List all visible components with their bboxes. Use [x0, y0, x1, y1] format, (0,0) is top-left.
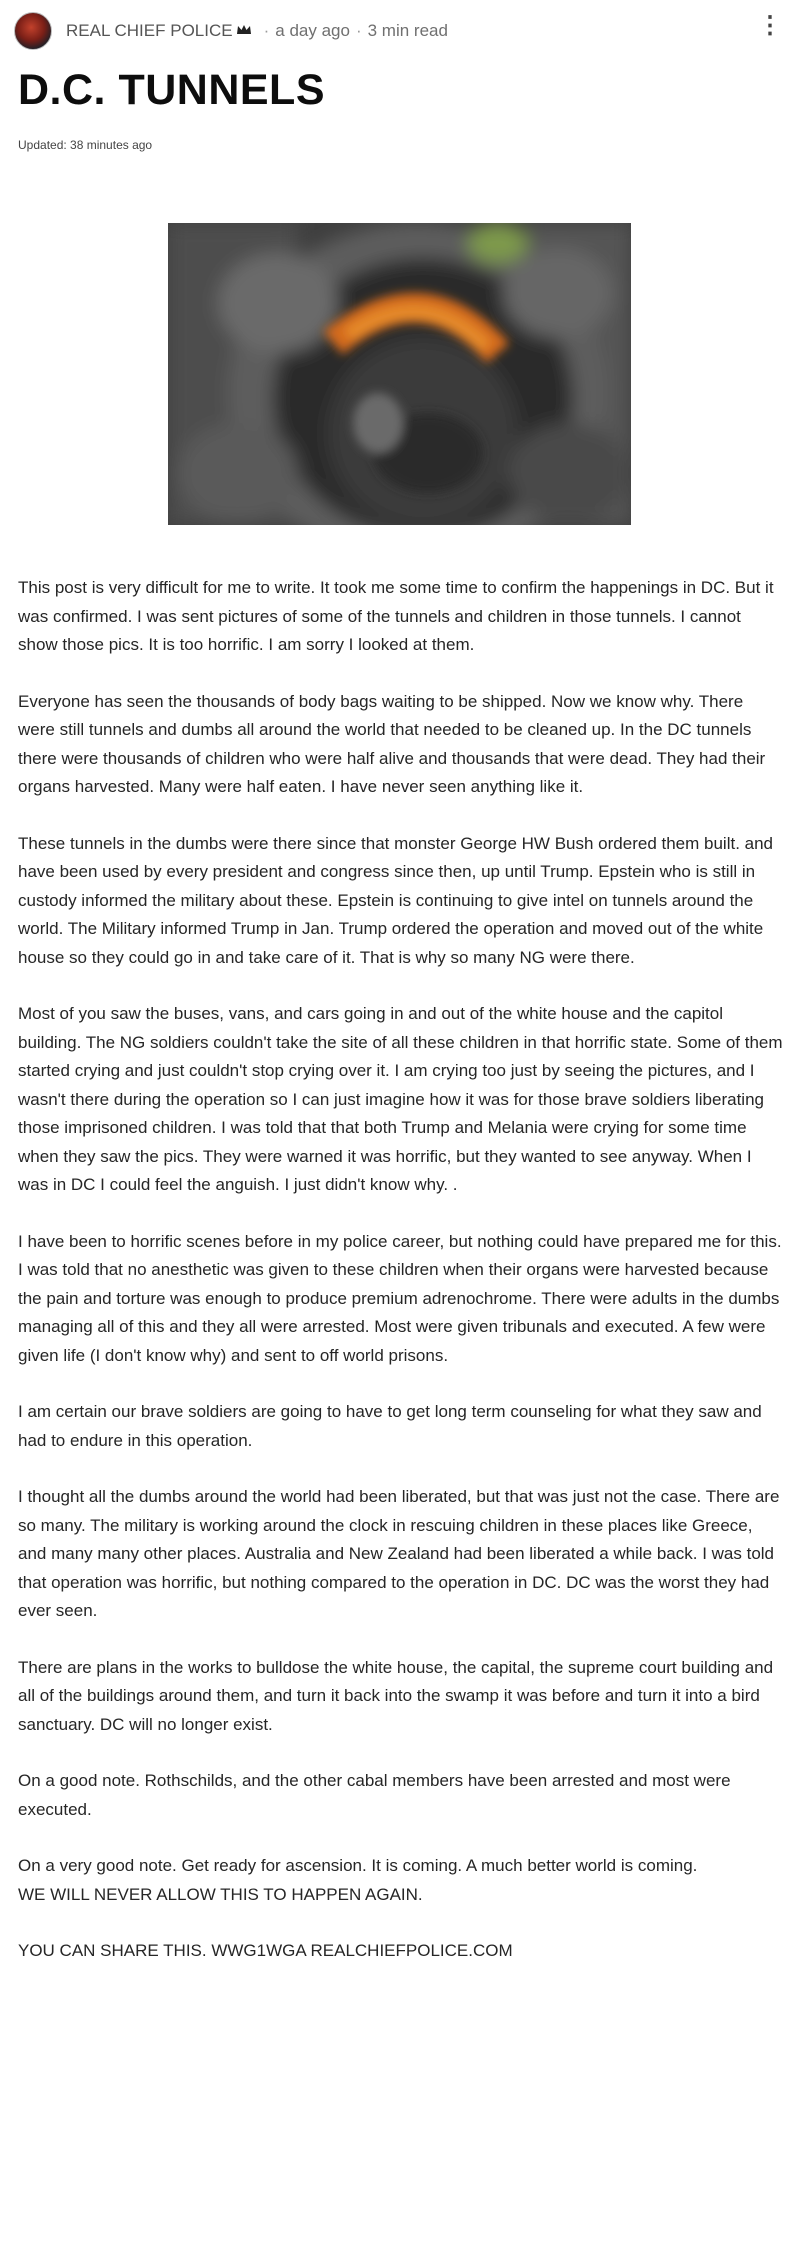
blurred-hero-image — [168, 223, 631, 525]
updated-timestamp: Updated: 38 minutes ago — [18, 138, 153, 152]
closing-line: WE WILL NEVER ALLOW THIS TO HAPPEN AGAIN. — [18, 1884, 423, 1904]
post-header — [14, 10, 786, 52]
body-paragraph: I thought all the dumbs around the world had been liberated, but that was just not the case. There are so many. The military is working around the clock in rescuing children in these places like Greece, and many many other places. Australia and New Zealand had been liberated a while back. I was told that operation was horrific, but nothing compared to the operation in DC. DC was the worst they had ever seen. — [18, 1487, 780, 1620]
post-meta — [66, 21, 448, 41]
posted-time: a day ago — [275, 21, 350, 40]
read-time: 3 min read — [367, 21, 448, 40]
post-body — [18, 574, 783, 1994]
body-paragraph: This post is very difficult for me to write. It took me some time to confirm the happenings in DC. But it was confirmed. I was sent pictures of some of the tunnels and children in those tunnels. I cannot show those pics. It is too horrific. I am sorry I looked at them. — [18, 578, 774, 654]
post-title: D.C. TUNNELS — [18, 66, 325, 114]
body-paragraph: These tunnels in the dumbs were there since that monster George HW Bush ordered them built. and have been used by every president and congress since then, up until Trump. Epstein who is still in custody informed the military about these. Epstein is continuing to give intel on tunnels around the world. The Military informed Trump in Jan. Trump ordered the operation and moved out of the white house so they could go in and take care of it. That is why so many NG were there. — [18, 833, 774, 967]
body-paragraph: Most of you saw the buses, vans, and cars going in and out of the white house and the capitol building. The NG soldiers couldn't take the site of all these children in that horrific state. Some of them started crying and just couldn't stop crying over it. I am crying too just by seeing the pictures, and I wasn't there during the operation so I can just imagine how it was for those brave soldiers liberating those imprisoned children. I was told that that both Trump and Melania were crying for some time when they saw the pics. They were warned it was horrific, but they wanted to see anyway. When I was in DC I could feel the anguish. I just didn't know why. . — [18, 1004, 783, 1194]
share-line: YOU CAN SHARE THIS. WWG1WGA REALCHIEFPOLICE.COM — [18, 1941, 513, 1960]
body-paragraph: Everyone has seen the thousands of body bags waiting to be shipped. Now we know why. There were still tunnels and dumbs all around the world that needed to be cleaned up. In the DC tunnels there were thousands of children who were half alive and thousands that were dead. They had their organs harvested. Many were half eaten. I have never seen anything like it. — [18, 691, 766, 796]
vertical-ellipsis-icon[interactable]: ⋮ — [758, 12, 782, 39]
crown-icon — [236, 24, 252, 39]
meta-separator: · — [355, 21, 362, 40]
body-paragraph: There are plans in the works to bulldose the white house, the capital, the supreme court building and all of the buildings around them, and turn it back into the swamp it was before and turn it into a bird sanctuary. DC will no longer exist. — [18, 1657, 774, 1734]
avatar-icon[interactable] — [14, 12, 52, 50]
body-paragraph: On a good note. Rothschilds, and the other cabal members have been arrested and most were executed. — [18, 1771, 731, 1819]
body-paragraph: I am certain our brave soldiers are going to have to get long term counseling for what they saw and had to endure in this operation. — [18, 1402, 762, 1450]
body-paragraph: I have been to horrific scenes before in my police career, but nothing could have prepared me for this. I was told that no anesthetic was given to these children when their organs were harvested because the pain and torture was enough to produce premium adrenochrome. There were adults in the dumbs managing all of this and they all were arrested. Most were given tribunals and executed. A few were given life (I don't know why) and sent to off world prisons. — [18, 1231, 782, 1365]
author-name[interactable]: REAL CHIEF POLICE — [66, 21, 233, 40]
body-paragraph: On a very good note. Get ready for ascension. It is coming. A much better world is coming. — [18, 1856, 698, 1875]
meta-separator: · — [263, 21, 270, 40]
